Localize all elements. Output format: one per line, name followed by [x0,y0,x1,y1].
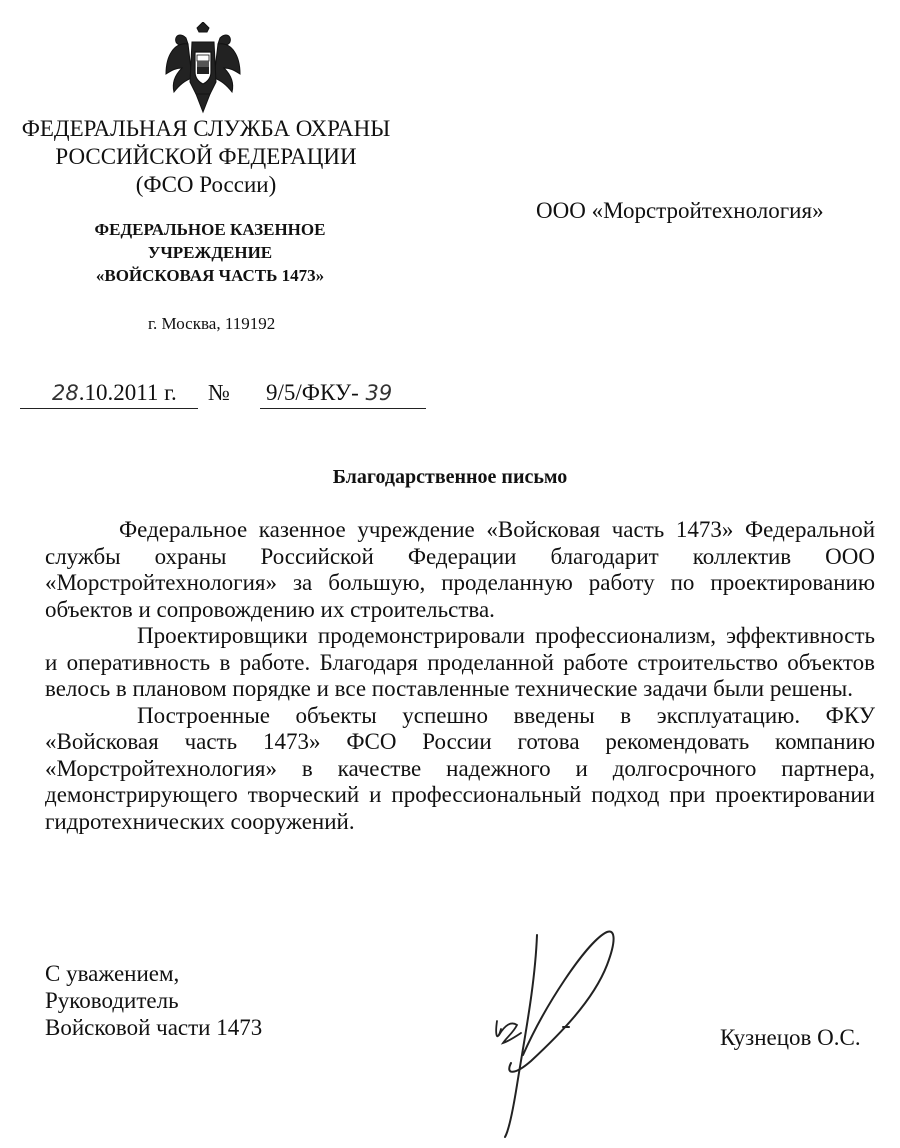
closing-line: Войсковой части 1473 [45,1015,263,1040]
handwritten-number: 39 [358,381,393,405]
closing-line: Руководитель [45,988,179,1013]
number-prefix: 9/5/ФКУ- [266,380,359,405]
double-headed-eagle-emblem-icon [164,22,242,114]
institution-line: «ВОЙСКОВАЯ ЧАСТЬ 1473» [95,266,325,285]
institution-line: УЧРЕЖДЕНИЕ [147,243,273,262]
recipient: ООО «Морстройтехнология» [536,198,824,223]
number-underline [260,408,426,409]
signer-name: Кузнецов О.С. [720,1025,861,1050]
number-label: № [208,380,230,405]
reference-row [20,380,420,410]
city-address: г. Москва, 119192 [148,314,276,333]
institution-line: ФЕДЕРАЛЬНОЕ КАЗЕННОЕ [94,220,326,239]
org-line: (ФСО России) [135,172,277,197]
letter-body [45,517,875,835]
reference-number [266,380,392,406]
handwritten-day: 28 [52,381,79,405]
organization-header [0,115,412,199]
institution-name [0,218,420,287]
org-line: ФЕДЕРАЛЬНАЯ СЛУЖБА ОХРАНЫ [21,116,391,141]
paragraph: Построенные объекты успешно введены в эксплуатацию. ФКУ «Войсковая часть 1473» ФСО России готова рекомендовать компанию «Морстройтехнология» в качестве надежного и долгосрочного партнера, демонстрирующего творческий и профессиональный подход при проектировании гидротехнических сооружений. [45,702,875,834]
closing-block [45,960,262,1041]
closing-line: С уважением, [45,961,180,986]
letter-title: Благодарственное письмо [332,466,568,488]
date-rest: .10.2011 г. [78,380,177,405]
handwritten-signature-icon [475,925,625,1140]
date-underline [20,408,198,409]
paragraph: Проектировщики продемонстрировали профессионализм, эффективность и оперативность в работе. Благодаря проделанной работе строительство объектов велось в плановом порядке и все поставленные технические задачи были решены. [45,623,875,701]
reference-date [52,380,177,406]
org-line: РОССИЙСКОЙ ФЕДЕРАЦИИ [55,144,357,169]
paragraph: Федеральное казенное учреждение «Войсковая часть 1473» Федеральной службы охраны Российской Федерации благодарит коллектив ООО «Морстройтехнология» за большую, проделанную работу по проектированию объектов и сопровождению их строительства. [45,517,875,622]
